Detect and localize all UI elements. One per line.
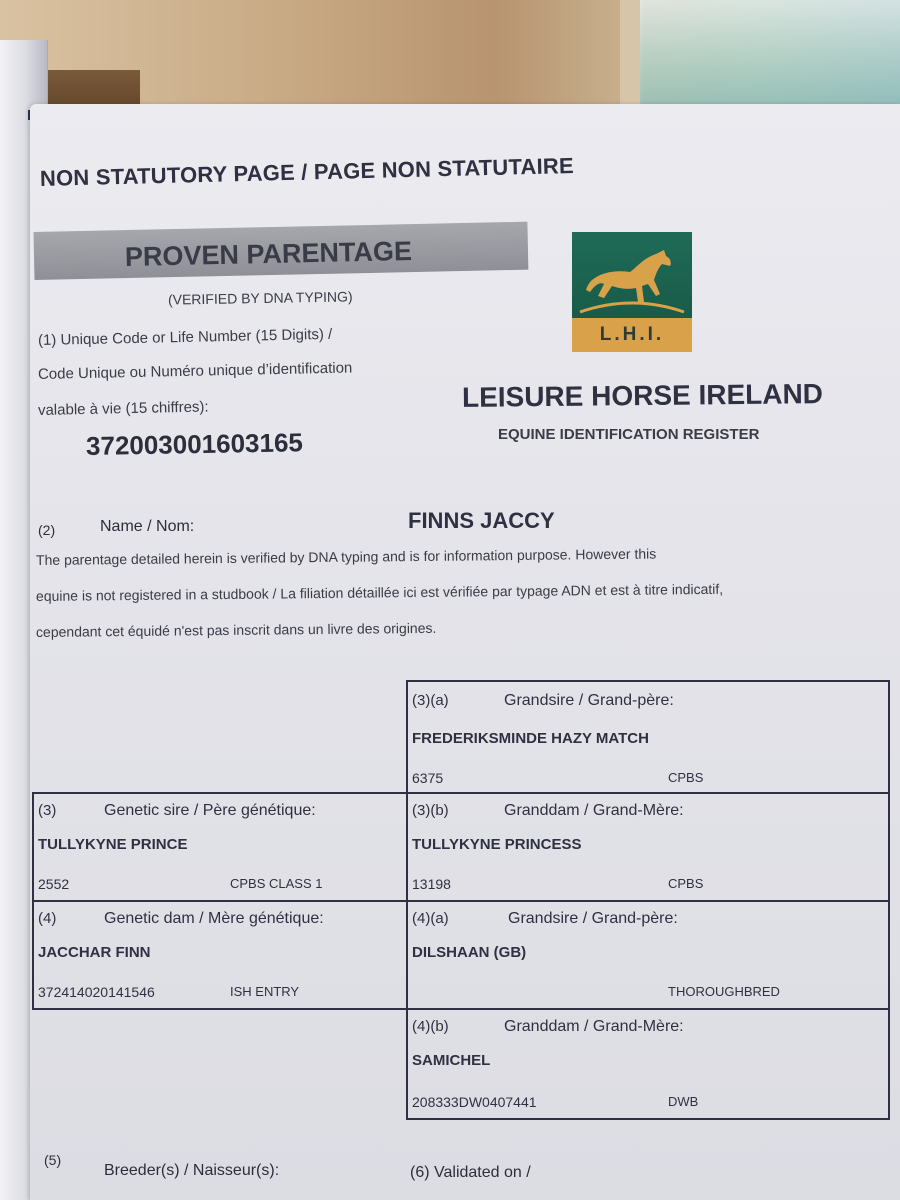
cell-label: Granddam / Grand-Mère:: [504, 1018, 684, 1035]
disclaimer-line2: equine is not registered in a studbook / La filiation détaillée ici est vérifiée par typage ADN et est à titre indicatif,: [35, 580, 724, 604]
cell-label: Grandsire / Grand-père:: [504, 692, 674, 709]
window-frame: [620, 0, 642, 110]
name-label: Name / Nom:: [100, 518, 195, 535]
disclaimer-line3: cependant cet équidé n'est pas inscrit dans un livre des origines.: [35, 619, 437, 640]
cell-label: Granddam / Grand-Mère:: [504, 802, 684, 819]
section-subtitle: (VERIFIED BY DNA TYPING): [167, 288, 353, 308]
cell-label: Grandsire / Grand-père:: [508, 910, 678, 927]
cell-number: 372414020141546: [38, 984, 155, 1000]
document-page: [30, 104, 900, 1200]
cell-number: 6375: [412, 770, 444, 786]
cell-name: SAMICHEL: [412, 1052, 491, 1069]
pedigree-cell-dam-4: [32, 900, 408, 1010]
pedigree-cell-granddam-4b: [406, 1008, 890, 1120]
pedigree-cell-grandsire-4a: [406, 900, 890, 1010]
cell-number: 208333DW0407441: [412, 1094, 537, 1110]
logo-green-panel: [572, 232, 692, 322]
page-header-title: NON STATUTORY PAGE / PAGE NON STATUTAIRE: [39, 152, 575, 191]
cell-ref: (4)(b): [412, 1018, 449, 1035]
cell-name: JACCHAR FINN: [38, 944, 151, 961]
cell-number: 2552: [38, 876, 70, 892]
horse-name: FINNS JACCY: [408, 508, 555, 533]
unique-code-label-line2: Code Unique ou Numéro unique d’identification: [37, 359, 353, 383]
pedigree-cell-sire-3: [32, 792, 408, 902]
unique-code-label-line1: (1) Unique Code or Life Number (15 Digits) /: [37, 325, 333, 349]
cell-breed: ISH ENTRY: [230, 984, 300, 999]
pedigree-cell-granddam-3b: [406, 792, 890, 902]
cell-breed: THOROUGHBRED: [668, 984, 780, 999]
breeder-label: Breeder(s) / Naisseur(s):: [104, 1162, 280, 1179]
cell-number: 13198: [412, 876, 451, 892]
pedigree-cell-grandsire-3a: [406, 680, 890, 794]
organization-name: LEISURE HORSE IRELAND: [461, 378, 824, 413]
cell-ref: (3)(a): [412, 692, 449, 709]
cell-name: FREDERIKSMINDE HAZY MATCH: [412, 730, 649, 747]
horse-icon: [572, 232, 692, 322]
cell-name: TULLYKYNE PRINCE: [38, 836, 188, 853]
cell-breed: CPBS: [668, 876, 704, 891]
lhi-logo: [550, 232, 700, 352]
logo-text: L.H.I.: [572, 318, 692, 352]
name-ref: (2): [38, 522, 56, 538]
cell-ref: (3): [38, 802, 57, 819]
cell-name: TULLYKYNE PRINCESS: [412, 836, 582, 853]
unique-code-label-line3: valable à vie (15 chiffres):: [37, 398, 209, 419]
cell-name: DILSHAAN (GB): [412, 944, 527, 961]
cell-breed: CPBS CLASS 1: [230, 876, 323, 891]
organization-subtitle: EQUINE IDENTIFICATION REGISTER: [498, 426, 760, 443]
validated-label: (6) Validated on /: [410, 1164, 531, 1181]
background-window: [640, 0, 900, 110]
disclaimer-line1: The parentage detailed herein is verified by DNA typing and is for information purpose. However this: [35, 545, 657, 568]
cell-ref: (3)(b): [412, 802, 449, 819]
cell-breed: CPBS: [668, 770, 704, 785]
cell-label: Genetic sire / Père génétique:: [104, 802, 316, 819]
unique-code-value: 372003001603165: [85, 427, 304, 461]
cell-ref: (4)(a): [412, 910, 449, 927]
cell-label: Genetic dam / Mère génétique:: [104, 910, 324, 927]
cell-breed: DWB: [668, 1094, 699, 1109]
cell-ref: (4): [38, 910, 57, 927]
breeder-ref: (5): [44, 1152, 62, 1168]
section-title: PROVEN PARENTAGE: [124, 235, 413, 272]
